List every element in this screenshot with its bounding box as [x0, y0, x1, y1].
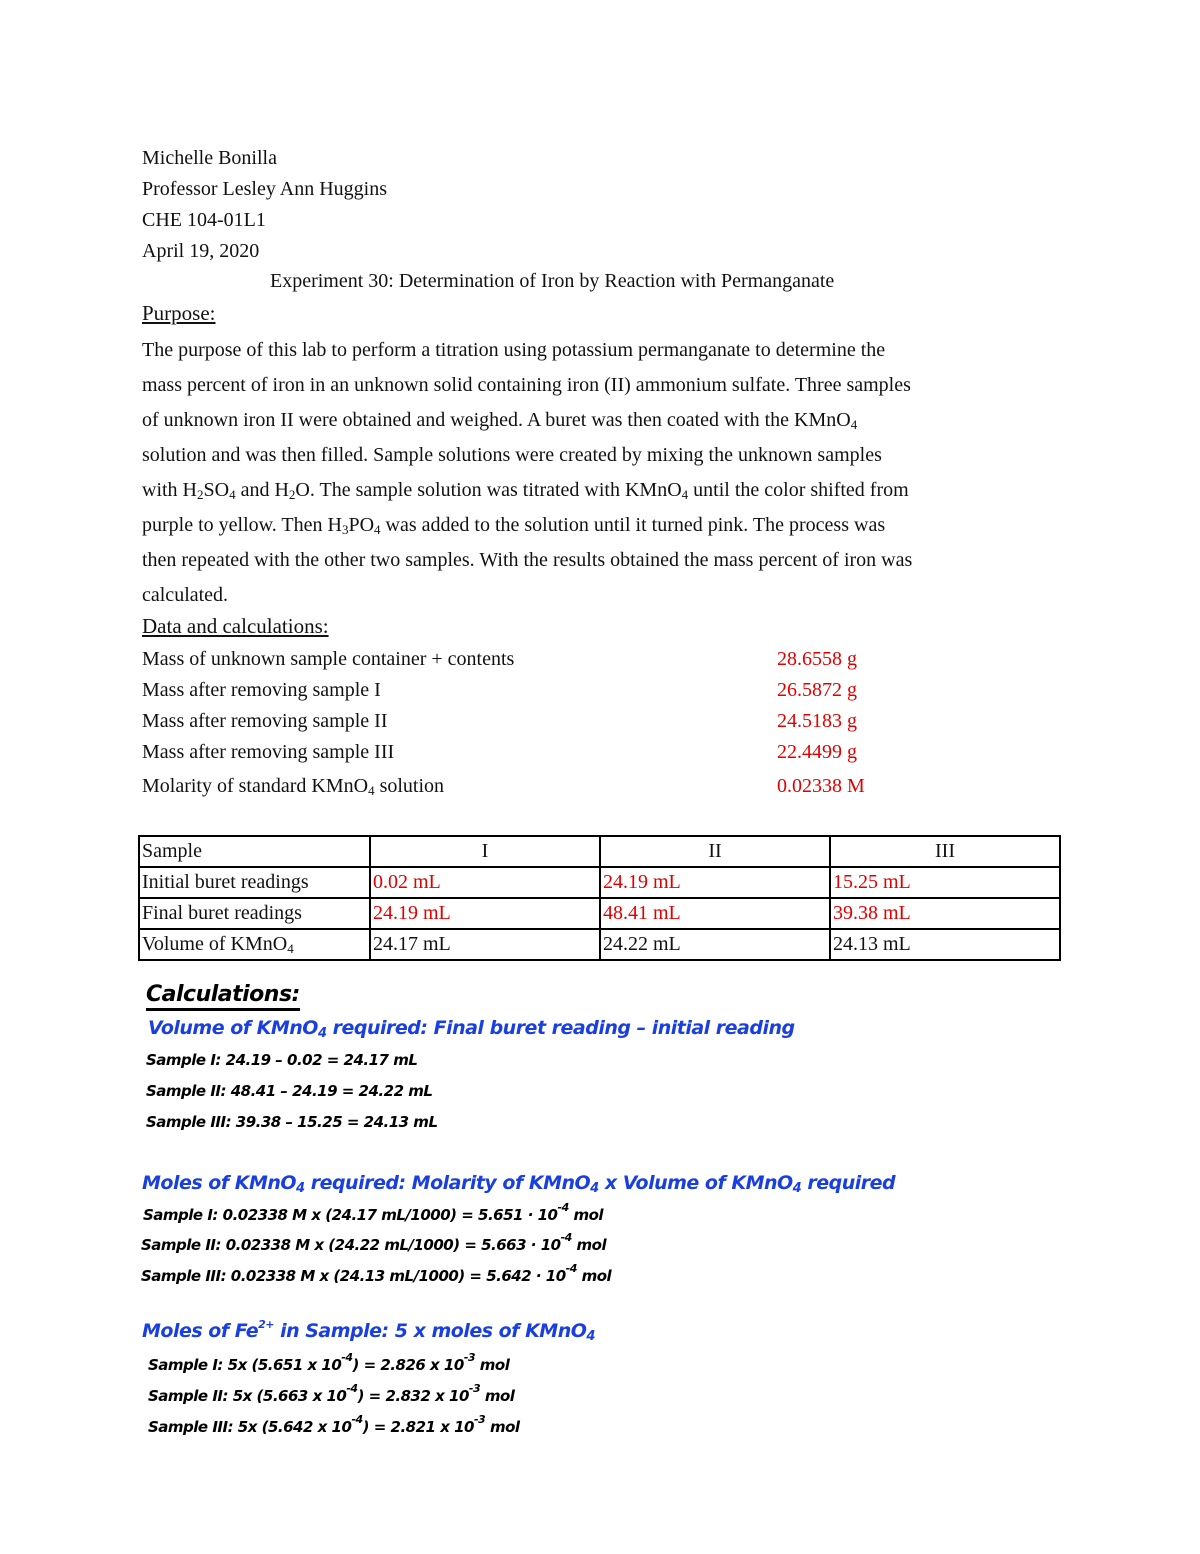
moles-calc-line: Sample II: 0.02338 M x (24.22 $mL/1000) = 5.663 \cdot 10^{-4}$ mol — [141, 1231, 607, 1254]
table-header-cell: II — [601, 835, 831, 868]
table-row-label: Initial buret readings — [138, 868, 371, 899]
purpose-line: mass percent of iron in an unknown solid containing iron (II) ammonium sulfate. Three samples — [142, 374, 911, 396]
data-label: Mass after removing sample I — [142, 679, 381, 701]
table-cell: 39.38 mL — [831, 899, 1061, 930]
data-value: 24.5183 g — [777, 710, 857, 732]
moles-calc-title: Moles of KMnO$_4$ required: Molarity of KMnO$_4$ x Volume of KMnO$_4$ required — [142, 1172, 896, 1196]
table-cell: 15.25 mL — [831, 868, 1061, 899]
fe-calc-line: Sample III: 5x (5.642 x $10^{-4}) = 2.821$ x $10^{-3}$ mol — [148, 1413, 520, 1436]
table-row — [138, 930, 1061, 961]
data-label: Mass after removing sample II — [142, 710, 388, 732]
purpose-heading: Purpose: — [142, 301, 216, 325]
table-row-label: Final buret readings — [138, 899, 371, 930]
table-cell: 24.19 mL — [601, 868, 831, 899]
table-cell: 0.02 mL — [371, 868, 601, 899]
professor-name: Professor Lesley Ann Huggins — [142, 178, 387, 200]
data-value: 26.5872 g — [777, 679, 857, 701]
volume-calc-line: Sample I: 24.19 – 0.02 = 24.17 mL — [146, 1051, 418, 1069]
purpose-line: with $H_2SO_4$ and $H_2O$. The sample solution was titrated with KMnO$_4$ until the color shifted from — [142, 479, 909, 502]
purpose-line: The purpose of this lab to perform a titration using potassium permanganate to determine the — [142, 339, 886, 361]
purpose-line: calculated. — [142, 584, 229, 606]
data-value: 0.02338 M — [777, 775, 865, 797]
table-cell: 24.22 mL — [601, 930, 831, 961]
volume-calc-title: Volume of KMnO$_4$ required: Final buret reading – initial reading — [148, 1017, 795, 1041]
moles-calc-line: Sample III: 0.02338 M x (24.13 $mL/1000) = 5.642 \cdot 10^{-4}$ mol — [141, 1262, 612, 1285]
table-cell: 48.41 mL — [601, 899, 831, 930]
purpose-line: of unknown iron II were obtained and weighed. A buret was then coated with the KMnO$_4$ — [142, 409, 858, 432]
table-header-row — [138, 835, 1061, 868]
table-header-cell: Sample — [138, 835, 371, 868]
table-cell: 24.19 mL — [371, 899, 601, 930]
table-row-label: Volume of KMnO$_4$ — [138, 930, 371, 961]
fe-calc-line: Sample I: 5x (5.651 x $10^{-4}) = 2.826$ x $10^{-3}$ mol — [148, 1351, 510, 1374]
page-title: Experiment 30: Determination of Iron by Reaction with Permanganate — [270, 270, 835, 292]
data-value: 28.6558 g — [777, 648, 857, 670]
calculations-heading: Calculations: — [146, 982, 300, 1011]
table-header-cell: III — [831, 835, 1061, 868]
volume-calc-line: Sample II: 48.41 – 24.19 = 24.22 mL — [146, 1082, 433, 1100]
buret-table — [138, 835, 1061, 961]
data-heading: Data and calculations: — [142, 614, 329, 638]
author-name: Michelle Bonilla — [142, 147, 277, 169]
purpose-line: then repeated with the other two samples. With the results obtained the mass percent of iron was — [142, 549, 913, 571]
data-label: Molarity of standard KMnO$_4$ solution — [142, 775, 445, 798]
table-header-cell: I — [371, 835, 601, 868]
table-cell: 24.13 mL — [831, 930, 1061, 961]
fe-calc-title: Moles of $Fe^{2+}$ in Sample: 5 x moles of KMnO$_4$ — [142, 1318, 595, 1344]
data-value: 22.4499 g — [777, 741, 857, 763]
table-cell: 24.17 mL — [371, 930, 601, 961]
table-row — [138, 868, 1061, 899]
table-row — [138, 899, 1061, 930]
moles-calc-line: Sample I: 0.02338 M x (24.17 $mL/1000) = 5.651 \cdot 10^{-4}$ mol — [143, 1201, 604, 1224]
course-code: CHE 104-01L1 — [142, 209, 266, 231]
data-label: Mass of unknown sample container + contents — [142, 648, 515, 670]
purpose-paragraph — [142, 333, 1072, 613]
purpose-line: purple to yellow. Then $H_3PO_4$ was added to the solution until it turned pink. The process was — [142, 514, 886, 537]
volume-calc-line: Sample III: 39.38 – 15.25 = 24.13 mL — [146, 1113, 438, 1131]
report-date: April 19, 2020 — [142, 240, 260, 262]
data-label: Mass after removing sample III — [142, 741, 395, 763]
fe-calc-line: Sample II: 5x (5.663 x $10^{-4}) = 2.832$ x $10^{-3}$ mol — [148, 1382, 515, 1405]
purpose-line: solution and was then filled. Sample solutions were created by mixing the unknown samples — [142, 444, 882, 466]
